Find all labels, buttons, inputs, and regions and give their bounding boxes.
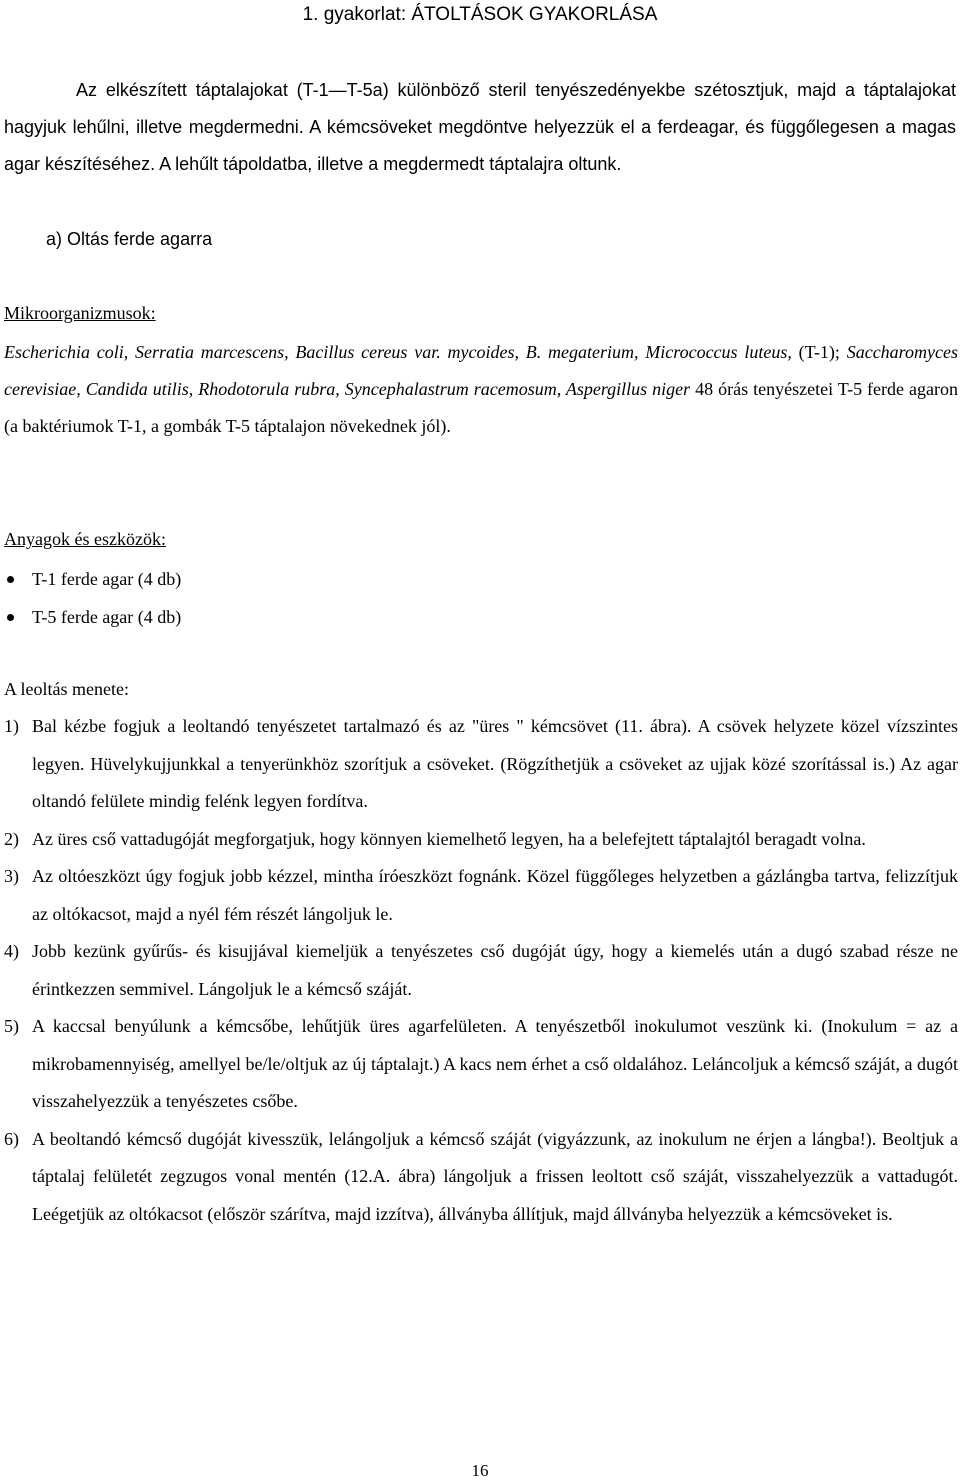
- list-item: T-5 ferde agar (4 db): [4, 598, 181, 636]
- procedure-step: [4, 933, 958, 1008]
- procedure-step: [4, 821, 958, 859]
- page-title: 1. gyakorlat: ÁTOLTÁSOK GYAKORLÁSA: [302, 4, 658, 25]
- culture-note: 48 órás tenyészetei T-5 ferde agaron (a baktériumok T-1, a gombák T-5 táptalajon növekednek jól).: [4, 379, 958, 436]
- step-number: 3): [4, 866, 19, 886]
- step-text: A beoltandó kémcső dugóját kivesszük, lelángoljuk a kémcső száját (vigyázzunk, az inokulum ne érjen a lángba!). Beoltjuk a táptalaj felületét zegzugos vonal mentén (12.A. ábra) lángoljuk a frissen leoltott cső száját, visszahelyezzük a vattadugót. Leégetjük az oltókacsot (először szárítva, majd izzítva), állványba állítjuk, majd állványba helyezzük a kémcsöveket is.: [32, 1128, 958, 1224]
- step-number: 5): [4, 1016, 19, 1036]
- bullet-icon: [7, 614, 14, 621]
- step-number: 4): [4, 941, 19, 961]
- step-text: Bal kézbe fogjuk a leoltandó tenyészetet tartalmazó és az "üres " kémcsövet (11. ábra). A csövek helyzete közel vízszintes legyen. Hüvelykujjunkkal a tenyerünkhöz szorítjuk a csöveket. (Rögzíthetjük a csöveket az ujjak közé szorítással is.) Az agar oltandó felülete mindig felénk legyen fordítva.: [32, 716, 958, 811]
- microorganisms-paragraph: [4, 334, 958, 445]
- procedure-step: [4, 858, 958, 933]
- procedure-heading: A leoltás menete:: [4, 679, 129, 699]
- medium-note: (T-1);: [791, 342, 847, 362]
- step-number: 2): [4, 828, 19, 849]
- intro-paragraph: Az elkészített táptalajokat (T-1—T-5a) különböző steril tenyészedényekbe szétosztjuk, majd a táptalajokat hagyjuk lehűlni, illetve megdermedni. A kémcsöveket megdöntve helyezzük el a ferdeagar, és függőlegesen a magas agar készítéséhez. A lehűlt tápoldatba, illetve a megdermedt táptalajra oltunk.: [4, 80, 956, 174]
- list-item: T-1 ferde agar (4 db): [4, 560, 181, 598]
- step-number: 6): [4, 1128, 19, 1149]
- procedure-step: [4, 708, 958, 821]
- procedure-step: [4, 1121, 958, 1234]
- page-number: 16: [471, 1461, 489, 1480]
- organism-list-fungi: Saccharomyces cerevisiae, Candida utilis, Rhodotorula rubra, Syncephalastrum racemosum, Aspergillus niger: [4, 342, 958, 399]
- section-subheading: a) Oltás ferde agarra: [46, 229, 213, 249]
- step-number: 1): [4, 716, 19, 736]
- step-text: A kaccsal benyúlunk a kémcsőbe, lehűtjük üres agarfelületen. A tenyészetből inokulumot veszünk ki. (Inokulum = az a mikrobamennyiség, amellyel be/le/oltjuk az új táptalajt.) A kacs nem érhet a cső oldalához. Leláncoljuk a kémcső száját, a dugót visszahelyezzük a tenyészetes csőbe.: [32, 1016, 958, 1111]
- step-text: Az oltóeszközt úgy fogjuk jobb kézzel, mintha íróeszközt fognánk. Közel függőleges helyzetben a gázlángba tartva, felizzítjuk az oltókacsot, majd a nyél fém részét lángoljuk le.: [32, 866, 958, 924]
- microorganisms-heading: Mikroorganizmusok:: [4, 303, 156, 323]
- materials-heading: Anyagok és eszközök:: [4, 529, 166, 549]
- step-text: Jobb kezünk gyűrűs- és kisujjával kiemeljük a tenyészetes cső dugóját úgy, hogy a kiemelés után a dugó szabad része ne érintkezzen semmivel. Lángoljuk le a kémcső száját.: [32, 941, 958, 999]
- materials-list: [4, 560, 181, 636]
- procedure-steps: [4, 708, 958, 1233]
- organism-list-bacteria: Escherichia coli, Serratia marcescens, Bacillus cereus var. mycoides, B. megaterium, Micrococcus luteus,: [4, 342, 792, 362]
- bullet-icon: [7, 576, 14, 583]
- step-text: Az üres cső vattadugóját megforgatjuk, hogy könnyen kiemelhető legyen, ha a belefejtett táptalajtól beragadt volna.: [32, 828, 866, 849]
- procedure-step: [4, 1008, 958, 1121]
